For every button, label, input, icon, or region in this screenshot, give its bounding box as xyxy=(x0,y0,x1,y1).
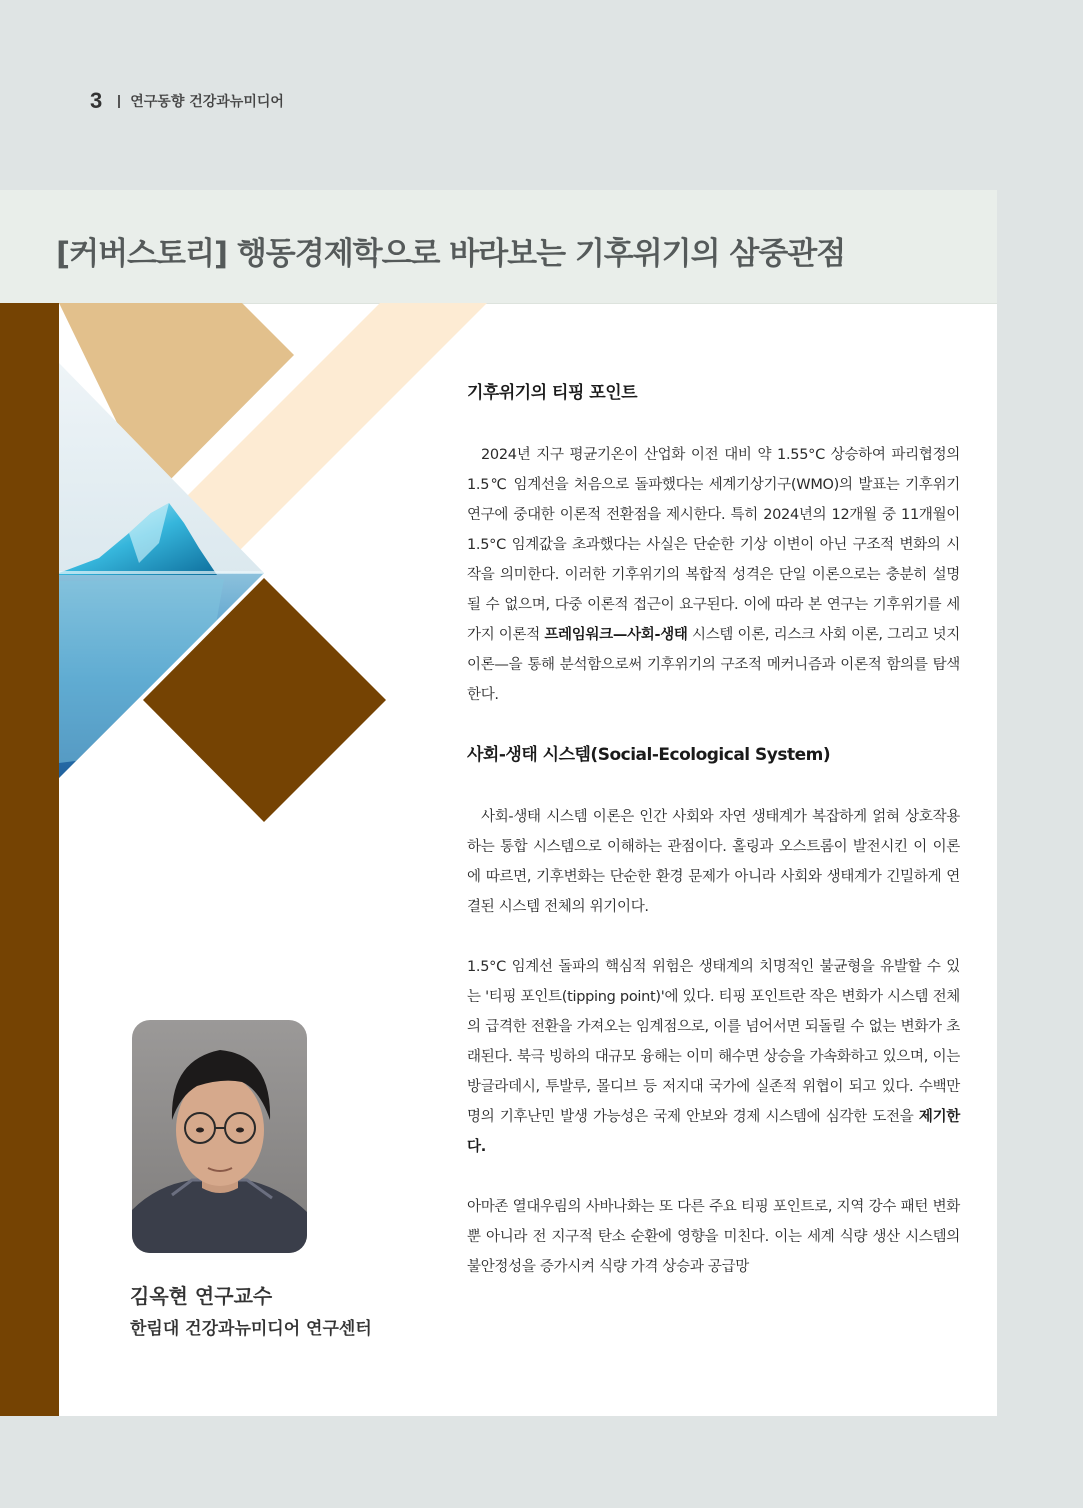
article-title: [커버스토리] 행동경제학으로 바라보는 기후위기의 삼중관점 xyxy=(56,236,846,272)
paragraph xyxy=(467,440,960,710)
author-affiliation: 한림대 건강과뉴미디어 연구센터 xyxy=(130,1319,372,1339)
bold-text: 프레임워크—사회-생태 xyxy=(544,627,688,643)
paragraph-text: 1.5°C 임계선 돌파의 핵심적 위험은 생태계의 치명적인 불균형을 유발할 수 있는 '티핑 포인트(tipping point)'에 있다. 티핑 포인트란 작은 변화가 시스템 전체의 급격한 전환을 가져오는 임계점으로, 이를 넘어서면 되돌릴 수 없는 변화가 초래된다. 북극 빙하의 대규모 융해는 이미 해수면 상승을 가속화하고 있으며, 이는 방글라데시, 투발루, 몰디브 등 저지대 국가에 실존적 위협이 되고 있다. 수백만 명의 기후난민 발생 가능성은 국제 안보와 경제 시스템에 심각한 도전을 xyxy=(467,959,960,1125)
article-panel xyxy=(0,190,997,1416)
paragraph-text: 시스템 이론, 리스크 사회 이론, 그리고 넛지 이론—을 통해 분석함으로써 기후위기의 구조적 메커니즘과 이론적 함의를 탐색한다. xyxy=(467,627,960,703)
section-heading: 사회-생태 시스템(Social-Ecological System) xyxy=(467,745,831,765)
section-heading: 기후위기의 티핑 포인트 xyxy=(467,383,638,403)
paragraph: 사회-생태 시스템 이론은 인간 사회와 자연 생태계가 복잡하게 얽혀 상호작용하는 통합 시스템으로 이해하는 관점이다. 홀링과 오스트롬이 발전시킨 이 이론에 따르면, 기후변화는 단순한 환경 문제가 아니라 사회와 생태계가 긴밀하게 연결된 시스템 전체의 위기이다. xyxy=(467,809,960,915)
cover-illustration xyxy=(59,303,499,823)
title-band xyxy=(0,190,997,304)
paragraph-text: 2024년 지구 평균기온이 산업화 이전 대비 약 1.55°C 상승하여 파리협정의 1.5℃ 임계선을 처음으로 돌파했다는 세계기상기구(WMO)의 발표는 기후위기 연구에 중대한 이론적 전환점을 제시한다. 특히 2024년의 12개월 중 11개월이 1.5°C 임계값을 초과했다는 사실은 단순한 기상 이변이 아닌 구조적 변화의 시작을 의미한다. 이러한 기후위기의 복합적 성격은 단일 이론으로는 충분히 설명될 수 없으며, 다중 이론적 접근이 요구된다. 이에 따라 본 연구는 기후위기를 세 가지 이론적 xyxy=(467,447,960,643)
section-label: 연구동향 건강과뉴미디어 xyxy=(130,94,284,110)
separator-bar xyxy=(118,95,120,108)
article-body xyxy=(467,378,960,1282)
page-number: 3 xyxy=(90,88,103,113)
page-header xyxy=(90,88,284,114)
accent-sidebar xyxy=(0,303,59,1416)
author-portrait xyxy=(132,1020,307,1253)
bold-text: 제기한다. xyxy=(467,1109,960,1155)
paragraph: 아마존 열대우림의 사바나화는 또 다른 주요 티핑 포인트로, 지역 강수 패턴 변화뿐 아니라 전 지구적 탄소 순환에 영향을 미친다. 이는 세계 식량 생산 시스템의 불안정성을 증가시켜 식량 가격 상승과 공급망 xyxy=(467,1199,960,1275)
paragraph xyxy=(467,952,960,1162)
author-name: 김옥현 연구교수 xyxy=(130,1284,273,1308)
